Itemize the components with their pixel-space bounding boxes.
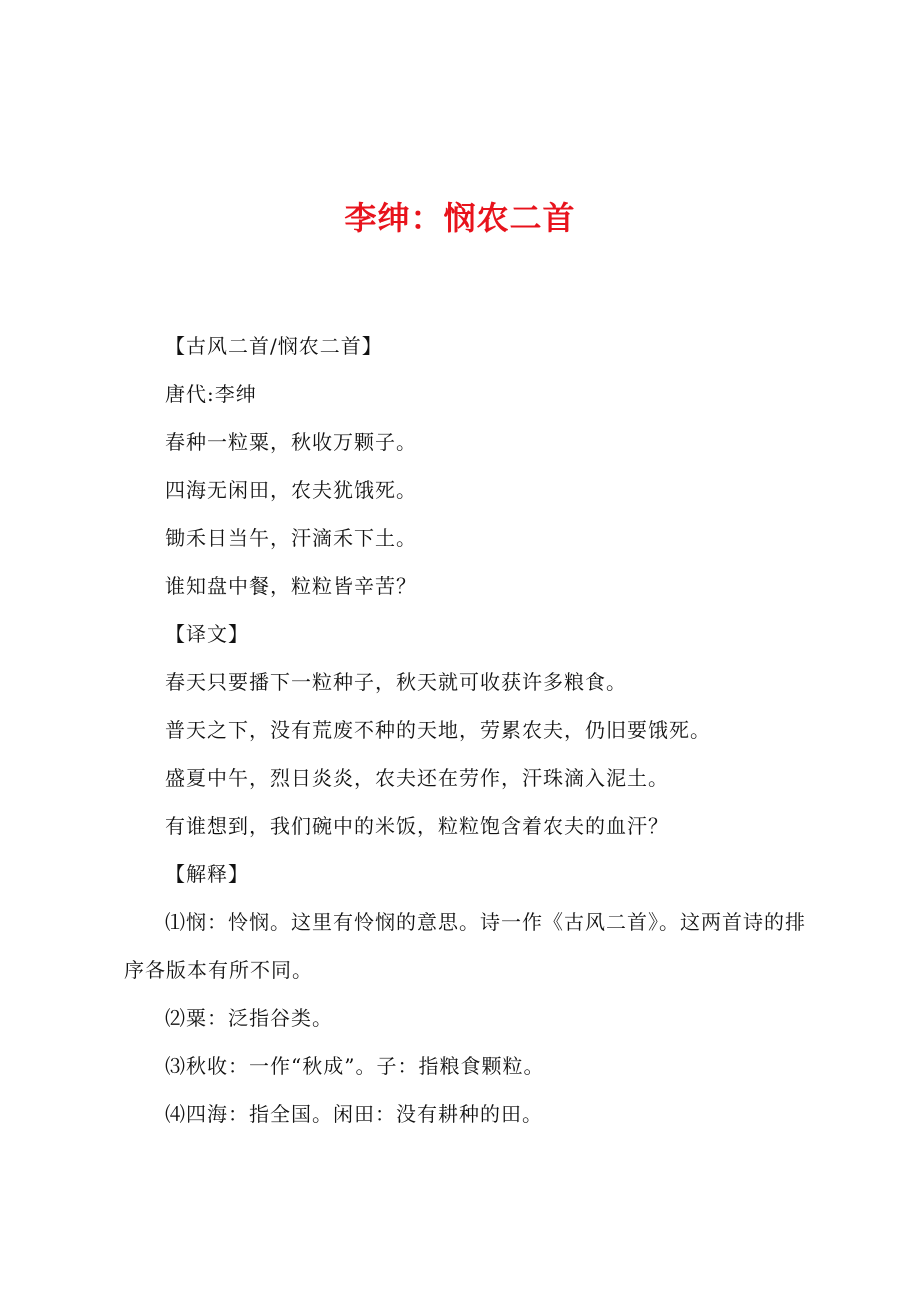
poem-line: 四海无闲田，农夫犹饿死。 (165, 478, 417, 502)
poem-author: 唐代:李绅 (165, 382, 257, 406)
notes-heading: 【解释】 (165, 862, 249, 886)
poem-line: 锄禾日当午，汗滴禾下土。 (165, 526, 417, 550)
document-title: 李绅：悯农二首 (344, 199, 576, 237)
note-line: ⑵粟：泛指谷类。 (165, 1006, 333, 1030)
note-paragraph: ⑴悯：怜悯。这里有怜悯的意思。诗一作《古风二首》。这两首诗的排序各版本有所不同。 (124, 910, 806, 982)
poem-line: 春种一粒粟，秋收万颗子。 (165, 430, 417, 454)
note-line: ⑷四海：指全国。闲田：没有耕种的田。 (165, 1102, 543, 1126)
document-body (124, 322, 814, 1138)
note-line: ⑶秋收：一作“秋成”。子：指粮食颗粒。 (165, 1054, 545, 1078)
translation-line: 盛夏中午，烈日炎炎，农夫还在劳作，汗珠滴入泥土。 (165, 766, 669, 790)
translation-line: 有谁想到，我们碗中的米饭，粒粒饱含着农夫的血汗？ (165, 814, 669, 838)
poem-heading: 【古风二首/悯农二首】 (165, 334, 383, 358)
translation-line: 春天只要播下一粒种子，秋天就可收获许多粮食。 (165, 670, 627, 694)
translation-heading: 【译文】 (165, 622, 249, 646)
poem-line: 谁知盘中餐，粒粒皆辛苦？ (165, 574, 417, 598)
translation-line: 普天之下，没有荒废不种的天地，劳累农夫，仍旧要饿死。 (165, 718, 711, 742)
